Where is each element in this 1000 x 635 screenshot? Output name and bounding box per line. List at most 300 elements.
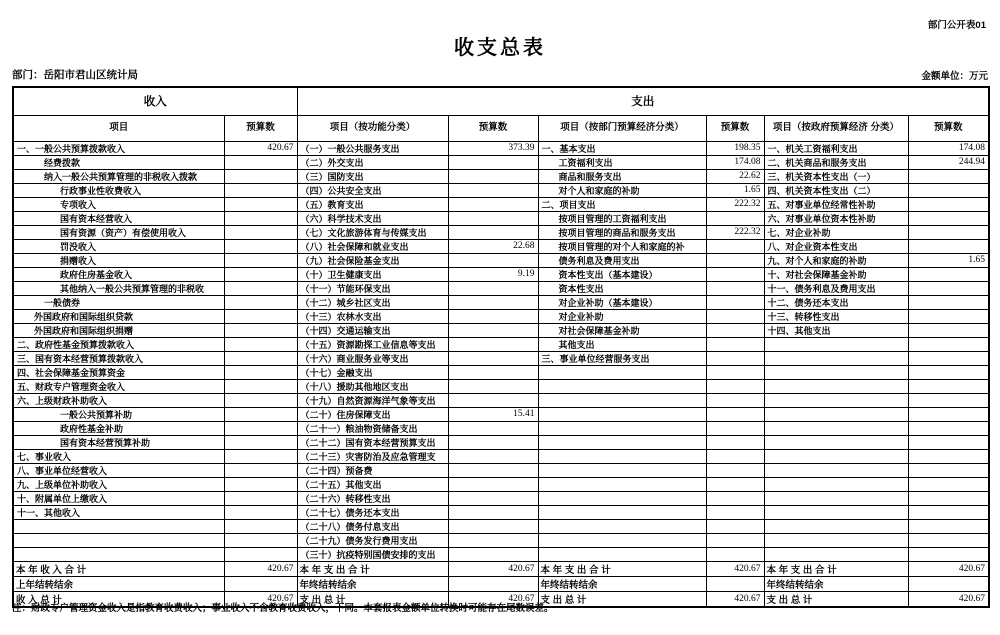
government-total-value-cell: 420.67 [908, 591, 989, 607]
footnote: 注：财政专户管理资金收入是指教育收费收入；事业收入不含教育收费收入，下同。本套报表金额单位转换时可能存在尾数误差。 [12, 603, 554, 614]
department-item-cell [538, 477, 706, 491]
government-total-label-cell: 年终结转结余 [764, 576, 908, 591]
income-item-cell: 一般公共预算补助 [13, 407, 224, 421]
income-item-cell: 一、一般公共预算拨款收入 [13, 141, 224, 155]
department-item-cell [538, 533, 706, 547]
function-item-cell: （七）文化旅游体育与传媒支出 [297, 225, 448, 239]
function-item-cell: （十五）资源勘探工业信息等支出 [297, 337, 448, 351]
department-value-cell [706, 337, 764, 351]
government-value-cell [908, 337, 989, 351]
function-item-cell: （十六）商业服务业等支出 [297, 351, 448, 365]
department-value-cell [706, 239, 764, 253]
income-value-cell [224, 295, 297, 309]
income-value-cell [224, 169, 297, 183]
function-item-cell: （一）一般公共服务支出 [297, 141, 448, 155]
table-row [13, 323, 989, 337]
table-row [13, 449, 989, 463]
table-row [13, 365, 989, 379]
government-value-cell [908, 547, 989, 561]
table-row [13, 183, 989, 197]
table-row [13, 141, 989, 155]
function-item-cell: （十一）节能环保支出 [297, 281, 448, 295]
table-row [13, 491, 989, 505]
government-item-cell [764, 491, 908, 505]
income-item-cell: 国有资本经营收入 [13, 211, 224, 225]
department-item-cell: 按项目管理的工资福利支出 [538, 211, 706, 225]
revenue-expenditure-table [12, 86, 990, 608]
department-value-cell: 198.35 [706, 141, 764, 155]
income-item-cell: 九、上级单位补助收入 [13, 477, 224, 491]
column-header-row [13, 115, 989, 141]
function-value-cell [448, 379, 538, 393]
income-item-cell: 四、社会保障基金预算资金 [13, 365, 224, 379]
function-value-cell [448, 281, 538, 295]
function-value-cell [448, 547, 538, 561]
income-item-cell: 政府住房基金收入 [13, 267, 224, 281]
page-title: 收支总表 [454, 37, 546, 59]
function-item-cell: （十二）城乡社区支出 [297, 295, 448, 309]
government-value-cell [908, 421, 989, 435]
function-value-cell [448, 169, 538, 183]
department-total-label-cell: 支 出 总 计 [538, 591, 706, 607]
government-value-cell [908, 393, 989, 407]
department-value-cell: 22.62 [706, 169, 764, 183]
department-value-cell [706, 463, 764, 477]
function-item-cell: （三）国防支出 [297, 169, 448, 183]
function-value-cell [448, 365, 538, 379]
government-item-cell [764, 547, 908, 561]
table-row [13, 337, 989, 351]
income-item-cell: 八、事业单位经营收入 [13, 463, 224, 477]
department-item-cell: 工资福利支出 [538, 155, 706, 169]
table-row [13, 253, 989, 267]
department-value-cell [706, 323, 764, 337]
department-value-cell [706, 253, 764, 267]
table-row [13, 267, 989, 281]
function-value-cell [448, 337, 538, 351]
function-item-cell: （二十八）债务付息支出 [297, 519, 448, 533]
function-item-cell: （二十九）债务发行费用支出 [297, 533, 448, 547]
function-value-cell [448, 351, 538, 365]
function-item-cell: （十七）金融支出 [297, 365, 448, 379]
government-value-cell [908, 239, 989, 253]
income-item-cell: 二、政府性基金预算拨款收入 [13, 337, 224, 351]
income-item-cell: 纳入一般公共预算管理的非税收入拨款 [13, 169, 224, 183]
income-value-cell [224, 281, 297, 295]
government-value-cell [908, 183, 989, 197]
col-header-function-item: 项目（按功能分类） [297, 115, 448, 141]
department-item-cell: 对个人和家庭的补助 [538, 183, 706, 197]
form-code: 部门公开表01 [927, 20, 986, 31]
government-value-cell [908, 225, 989, 239]
function-item-cell: （十）卫生健康支出 [297, 267, 448, 281]
function-item-cell: （八）社会保障和就业支出 [297, 239, 448, 253]
function-value-cell [448, 225, 538, 239]
income-value-cell [224, 183, 297, 197]
function-total-label-cell: 年终结转结余 [297, 576, 448, 591]
function-value-cell [448, 435, 538, 449]
government-value-cell [908, 435, 989, 449]
government-value-cell [908, 379, 989, 393]
function-value-cell [448, 155, 538, 169]
function-value-cell [448, 323, 538, 337]
department-item-cell [538, 547, 706, 561]
col-header-department-item: 项目（按部门预算经济分类） [538, 115, 706, 141]
income-item-cell: 三、国有资本经营预算拨款收入 [13, 351, 224, 365]
department-total-value-cell [706, 576, 764, 591]
function-value-cell [448, 449, 538, 463]
income-total-label-cell: 收 入 总 计 [13, 591, 224, 607]
table-row [13, 211, 989, 225]
department-item-cell: 对社会保障基金补助 [538, 323, 706, 337]
income-item-cell: 罚没收入 [13, 239, 224, 253]
government-value-cell [908, 211, 989, 225]
income-value-cell [224, 505, 297, 519]
government-value-cell: 244.94 [908, 155, 989, 169]
department-value-cell: 174.08 [706, 155, 764, 169]
function-item-cell: （二十二）国有资本经营预算支出 [297, 435, 448, 449]
government-item-cell: 十二、债务还本支出 [764, 295, 908, 309]
department-item-cell: 一、基本支出 [538, 141, 706, 155]
income-value-cell [224, 253, 297, 267]
table-row [13, 197, 989, 211]
col-header-income-item: 项目 [13, 115, 224, 141]
department-item-cell: 二、项目支出 [538, 197, 706, 211]
department-item-cell [538, 491, 706, 505]
function-value-cell [448, 519, 538, 533]
function-value-cell [448, 183, 538, 197]
government-total-value-cell: 420.67 [908, 561, 989, 576]
income-value-cell [224, 239, 297, 253]
department-item-cell: 按项目管理的商品和服务支出 [538, 225, 706, 239]
government-item-cell [764, 393, 908, 407]
income-section-header: 收入 [13, 87, 297, 115]
income-item-cell: 外国政府和国际组织贷款 [13, 309, 224, 323]
function-value-cell [448, 253, 538, 267]
government-item-cell [764, 533, 908, 547]
income-value-cell [224, 491, 297, 505]
department-value-cell [706, 365, 764, 379]
income-value-cell [224, 365, 297, 379]
department-item-cell [538, 421, 706, 435]
col-header-income-budget: 预算数 [224, 115, 297, 141]
function-value-cell [448, 533, 538, 547]
department-value-cell [706, 281, 764, 295]
income-value-cell [224, 477, 297, 491]
table-row [13, 225, 989, 239]
department-item-cell: 其他支出 [538, 337, 706, 351]
income-value-cell [224, 351, 297, 365]
table-row [13, 421, 989, 435]
table-row [13, 505, 989, 519]
income-value-cell [224, 155, 297, 169]
col-header-function-budget: 预算数 [448, 115, 538, 141]
function-item-cell: （四）公共安全支出 [297, 183, 448, 197]
income-value-cell [224, 393, 297, 407]
government-total-value-cell [908, 576, 989, 591]
government-item-cell [764, 379, 908, 393]
department-value-cell: 1.65 [706, 183, 764, 197]
col-header-government-item: 项目（按政府预算经济 分类） [764, 115, 908, 141]
total-row [13, 576, 989, 591]
income-item-cell: 五、财政专户管理资金收入 [13, 379, 224, 393]
income-value-cell [224, 547, 297, 561]
department-total-label-cell: 年终结转结余 [538, 576, 706, 591]
government-value-cell [908, 365, 989, 379]
department-item-cell [538, 505, 706, 519]
function-value-cell [448, 477, 538, 491]
total-row [13, 561, 989, 576]
department-value-cell [706, 449, 764, 463]
table-row [13, 155, 989, 169]
function-item-cell: （二十四）预备费 [297, 463, 448, 477]
function-total-label-cell: 支 出 总 计 [297, 591, 448, 607]
income-item-cell: 一般债券 [13, 295, 224, 309]
income-item-cell: 十一、其他收入 [13, 505, 224, 519]
function-item-cell: （二十三）灾害防治及应急管理支 [297, 449, 448, 463]
department-item-cell [538, 365, 706, 379]
function-item-cell: （二十一）粮油物资储备支出 [297, 421, 448, 435]
income-item-cell: 行政事业性收费收入 [13, 183, 224, 197]
department-value-cell [706, 519, 764, 533]
government-value-cell [908, 463, 989, 477]
income-value-cell [224, 225, 297, 239]
government-value-cell: 1.65 [908, 253, 989, 267]
function-value-cell [448, 393, 538, 407]
function-value-cell [448, 491, 538, 505]
income-item-cell: 政府性基金补助 [13, 421, 224, 435]
income-value-cell [224, 337, 297, 351]
government-item-cell [764, 463, 908, 477]
government-item-cell: 三、机关资本性支出（一） [764, 169, 908, 183]
government-item-cell: 四、机关资本性支出（二） [764, 183, 908, 197]
government-item-cell: 九、对个人和家庭的补助 [764, 253, 908, 267]
department-item-cell: 三、事业单位经营服务支出 [538, 351, 706, 365]
government-item-cell: 十、对社会保障基金补助 [764, 267, 908, 281]
income-value-cell [224, 435, 297, 449]
department-value-cell [706, 393, 764, 407]
table-row [13, 435, 989, 449]
department-item-cell [538, 407, 706, 421]
income-item-cell: 六、上级财政补助收入 [13, 393, 224, 407]
department-value-cell [706, 267, 764, 281]
function-value-cell [448, 211, 538, 225]
income-total-value-cell: 420.67 [224, 591, 297, 607]
table-row [13, 393, 989, 407]
income-value-cell [224, 309, 297, 323]
department-item-cell: 资本性支出 [538, 281, 706, 295]
department-value-cell [706, 505, 764, 519]
table-row [13, 463, 989, 477]
government-value-cell [908, 309, 989, 323]
department-value-cell [706, 477, 764, 491]
table-row [13, 351, 989, 365]
function-value-cell: 373.39 [448, 141, 538, 155]
government-item-cell [764, 407, 908, 421]
government-item-cell: 十三、转移性支出 [764, 309, 908, 323]
meta-row [12, 67, 988, 82]
government-value-cell [908, 295, 989, 309]
government-item-cell: 十四、其他支出 [764, 323, 908, 337]
function-value-cell [448, 197, 538, 211]
department-item-cell [538, 393, 706, 407]
government-item-cell [764, 365, 908, 379]
department-item-cell: 按项目管理的对个人和家庭的补 [538, 239, 706, 253]
department-total-value-cell: 420.67 [706, 591, 764, 607]
government-item-cell [764, 449, 908, 463]
function-item-cell: （二十六）转移性支出 [297, 491, 448, 505]
income-value-cell [224, 379, 297, 393]
government-value-cell [908, 197, 989, 211]
department-value-cell [706, 211, 764, 225]
government-item-cell: 六、对事业单位资本性补助 [764, 211, 908, 225]
section-header-row [13, 87, 989, 115]
income-item-cell: 外国政府和国际组织捐赠 [13, 323, 224, 337]
table-row [13, 519, 989, 533]
income-value-cell [224, 533, 297, 547]
government-value-cell [908, 449, 989, 463]
department-value-cell [706, 421, 764, 435]
department-item-cell [538, 463, 706, 477]
function-item-cell: （二十五）其他支出 [297, 477, 448, 491]
government-value-cell [908, 533, 989, 547]
function-item-cell: （六）科学技术支出 [297, 211, 448, 225]
government-item-cell: 二、机关商品和服务支出 [764, 155, 908, 169]
department-value-cell [706, 547, 764, 561]
government-value-cell [908, 477, 989, 491]
government-value-cell [908, 505, 989, 519]
table-row [13, 477, 989, 491]
government-value-cell [908, 323, 989, 337]
government-value-cell [908, 267, 989, 281]
government-value-cell [908, 169, 989, 183]
function-item-cell: （十九）自然资源海洋气象等支出 [297, 393, 448, 407]
income-value-cell [224, 421, 297, 435]
function-value-cell [448, 295, 538, 309]
col-header-government-budget: 预算数 [908, 115, 989, 141]
government-item-cell [764, 519, 908, 533]
department-value-cell [706, 379, 764, 393]
department-total-value-cell: 420.67 [706, 561, 764, 576]
income-value-cell [224, 407, 297, 421]
function-total-value-cell [448, 576, 538, 591]
function-total-label-cell: 本 年 支 出 合 计 [297, 561, 448, 576]
income-value-cell [224, 449, 297, 463]
department-value-cell [706, 435, 764, 449]
function-item-cell: （十八）援助其他地区支出 [297, 379, 448, 393]
table-row [13, 239, 989, 253]
income-item-cell: 国有资本经营预算补助 [13, 435, 224, 449]
department-item-cell [538, 379, 706, 393]
government-value-cell [908, 491, 989, 505]
function-total-value-cell: 420.67 [448, 591, 538, 607]
department-label: 部门：岳阳市君山区统计局 [12, 69, 138, 81]
government-item-cell [764, 421, 908, 435]
income-item-cell: 专项收入 [13, 197, 224, 211]
government-item-cell [764, 351, 908, 365]
income-item-cell [13, 547, 224, 561]
income-value-cell [224, 519, 297, 533]
government-item-cell [764, 505, 908, 519]
income-total-value-cell [224, 576, 297, 591]
government-item-cell: 七、对企业补助 [764, 225, 908, 239]
department-value-cell [706, 491, 764, 505]
table-row [13, 295, 989, 309]
government-value-cell: 174.08 [908, 141, 989, 155]
department-value-cell: 222.32 [706, 225, 764, 239]
expense-section-header: 支出 [297, 87, 989, 115]
department-total-label-cell: 本 年 支 出 合 计 [538, 561, 706, 576]
income-item-cell: 十、附属单位上缴收入 [13, 491, 224, 505]
table-body [13, 141, 989, 607]
department-item-cell: 对企业补助 [538, 309, 706, 323]
income-value-cell: 420.67 [224, 141, 297, 155]
income-value-cell [224, 323, 297, 337]
function-item-cell: （二十七）债务还本支出 [297, 505, 448, 519]
income-item-cell: 七、事业收入 [13, 449, 224, 463]
department-item-cell [538, 435, 706, 449]
table-row [13, 379, 989, 393]
table-row [13, 169, 989, 183]
table-row [13, 309, 989, 323]
income-value-cell [224, 197, 297, 211]
table-row [13, 407, 989, 421]
department-value-cell [706, 295, 764, 309]
department-value-cell [706, 533, 764, 547]
department-value-cell [706, 309, 764, 323]
government-item-cell: 五、对事业单位经常性补助 [764, 197, 908, 211]
government-item-cell: 十一、债务利息及费用支出 [764, 281, 908, 295]
function-item-cell: （二）外交支出 [297, 155, 448, 169]
income-item-cell: 捐赠收入 [13, 253, 224, 267]
function-value-cell: 22.68 [448, 239, 538, 253]
income-value-cell [224, 211, 297, 225]
income-item-cell [13, 533, 224, 547]
department-item-cell [538, 519, 706, 533]
government-item-cell [764, 337, 908, 351]
table-row [13, 533, 989, 547]
function-value-cell [448, 505, 538, 519]
government-value-cell [908, 407, 989, 421]
department-item-cell: 债务利息及费用支出 [538, 253, 706, 267]
income-value-cell [224, 267, 297, 281]
function-item-cell: （十四）交通运输支出 [297, 323, 448, 337]
function-value-cell [448, 309, 538, 323]
function-value-cell: 15.41 [448, 407, 538, 421]
income-item-cell [13, 519, 224, 533]
function-total-value-cell: 420.67 [448, 561, 538, 576]
department-item-cell: 商品和服务支出 [538, 169, 706, 183]
income-item-cell: 国有资源（资产）有偿使用收入 [13, 225, 224, 239]
function-item-cell: （三十）抗疫特别国债安排的支出 [297, 547, 448, 561]
function-item-cell: （二十）住房保障支出 [297, 407, 448, 421]
income-item-cell: 经费拨款 [13, 155, 224, 169]
government-item-cell [764, 435, 908, 449]
col-header-department-budget: 预算数 [706, 115, 764, 141]
income-total-label-cell: 上年结转结余 [13, 576, 224, 591]
function-value-cell [448, 463, 538, 477]
government-item-cell [764, 477, 908, 491]
unit-label: 金额单位：万元 [921, 71, 988, 82]
government-item-cell: 一、机关工资福利支出 [764, 141, 908, 155]
department-value-cell [706, 351, 764, 365]
table-row [13, 547, 989, 561]
government-value-cell [908, 519, 989, 533]
income-total-value-cell: 420.67 [224, 561, 297, 576]
government-value-cell [908, 281, 989, 295]
government-item-cell: 八、对企业资本性支出 [764, 239, 908, 253]
government-total-label-cell: 支 出 总 计 [764, 591, 908, 607]
